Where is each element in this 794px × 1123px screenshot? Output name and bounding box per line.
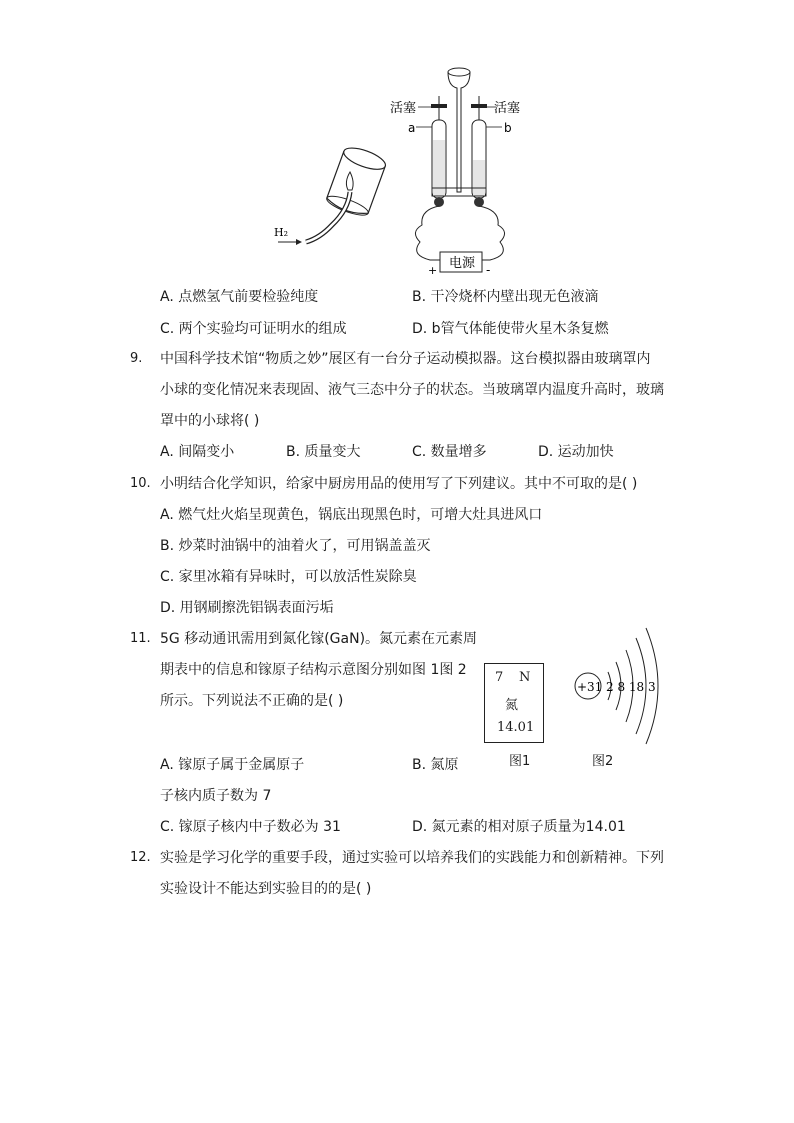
q9-stem-line1: 中国科学技术馆“物质之妙”展区有一台分子运动模拟器。这台模拟器由玻璃罩内 bbox=[160, 351, 651, 367]
atom-structure-diagram bbox=[572, 620, 672, 750]
periodic-table-cell bbox=[484, 663, 544, 743]
q9-stem-line2: 小球的变化情况来表现固、液气三态中分子的状态。当玻璃罩内温度升高时，玻璃 bbox=[160, 382, 664, 398]
tube-b-label: b bbox=[504, 121, 512, 135]
q12-number: 12. bbox=[130, 850, 151, 865]
q8-option-d: D. b管气体能使带火星木条复燃 bbox=[412, 321, 609, 337]
atomic-number: 7 bbox=[495, 670, 504, 685]
q8-option-c: C. 两个实验均可证明水的组成 bbox=[160, 321, 347, 337]
q10-number: 10. bbox=[130, 476, 151, 491]
plus-sign: + bbox=[428, 264, 438, 277]
flame-icon bbox=[346, 172, 353, 190]
q11-option-d: D. 氮元素的相对原子质量为14.01 bbox=[412, 819, 626, 835]
q10-option-c: C. 家里冰箱有异味时，可以放活性炭除臭 bbox=[160, 569, 417, 585]
fig1-label: 图1 bbox=[509, 754, 531, 769]
q9-option-b: B. 质量变大 bbox=[286, 444, 361, 460]
q9-number: 9. bbox=[130, 351, 143, 366]
q10-stem: 小明结合化学知识，给家中厨房用品的使用写了下列建议。其中不可取的是( ) bbox=[160, 476, 638, 492]
q10-option-b: B. 炒菜时油锅中的油着火了，可用锅盖盖灭 bbox=[160, 538, 431, 554]
q8-option-b: B. 干冷烧杯内壁出现无色液滴 bbox=[412, 289, 599, 305]
q11-stem-line2: 期表中的信息和镓原子结构示意图分别如图 1图 2 bbox=[160, 662, 467, 678]
q11-number: 11. bbox=[130, 631, 151, 646]
atomic-mass: 14.01 bbox=[497, 720, 535, 735]
q11-stem-line1: 5G 移动通讯需用到氮化镓(GaN)。氮元素在元素周 bbox=[160, 631, 478, 647]
power-label: 电源 bbox=[449, 256, 476, 271]
q11-option-a: A. 镓原子属于金属原子 bbox=[160, 757, 305, 773]
q11-option-b-continued: 子核内质子数为 7 bbox=[160, 788, 272, 804]
q9-stem-line3: 罩中的小球将( ) bbox=[160, 413, 260, 429]
q12-stem-line2: 实验设计不能达到实验目的的是( ) bbox=[160, 881, 372, 897]
fig2-label: 图2 bbox=[592, 754, 614, 769]
q10-option-a: A. 燃气灶火焰呈现黄色，锅底出现黑色时，可增大灶具进风口 bbox=[160, 507, 543, 523]
stopcock-left-label: 活塞 bbox=[390, 101, 417, 116]
q10-option-d: D. 用钢刷擦洗铝锅表面污垢 bbox=[160, 600, 334, 616]
nucleus-charge: +31 bbox=[577, 680, 603, 694]
q8-option-a: A. 点燃氢气前要检验纯度 bbox=[160, 289, 319, 305]
q11-option-c: C. 镓原子核内中子数必为 31 bbox=[160, 819, 341, 835]
q11-option-b: B. 氮原 bbox=[412, 757, 459, 773]
q9-option-d: D. 运动加快 bbox=[538, 444, 614, 460]
element-symbol: N bbox=[519, 670, 531, 685]
minus-sign: - bbox=[486, 263, 491, 277]
electron-shells: 2 8 18 3 bbox=[606, 680, 656, 694]
tube-a-label: a bbox=[408, 121, 416, 135]
stopcock-right-label: 活塞 bbox=[494, 101, 521, 116]
inverted-beaker-icon bbox=[325, 144, 388, 219]
experiment-figure bbox=[260, 60, 560, 280]
element-name: 氮 bbox=[505, 698, 519, 713]
q9-option-a: A. 间隔变小 bbox=[160, 444, 235, 460]
q12-stem-line1: 实验是学习化学的重要手段，通过实验可以培养我们的实践能力和创新精神。下列 bbox=[160, 850, 664, 866]
h2-label: H₂ bbox=[274, 226, 289, 239]
q9-option-c: C. 数量增多 bbox=[412, 444, 487, 460]
q11-stem-line3: 所示。下列说法不正确的是( ) bbox=[160, 693, 344, 709]
